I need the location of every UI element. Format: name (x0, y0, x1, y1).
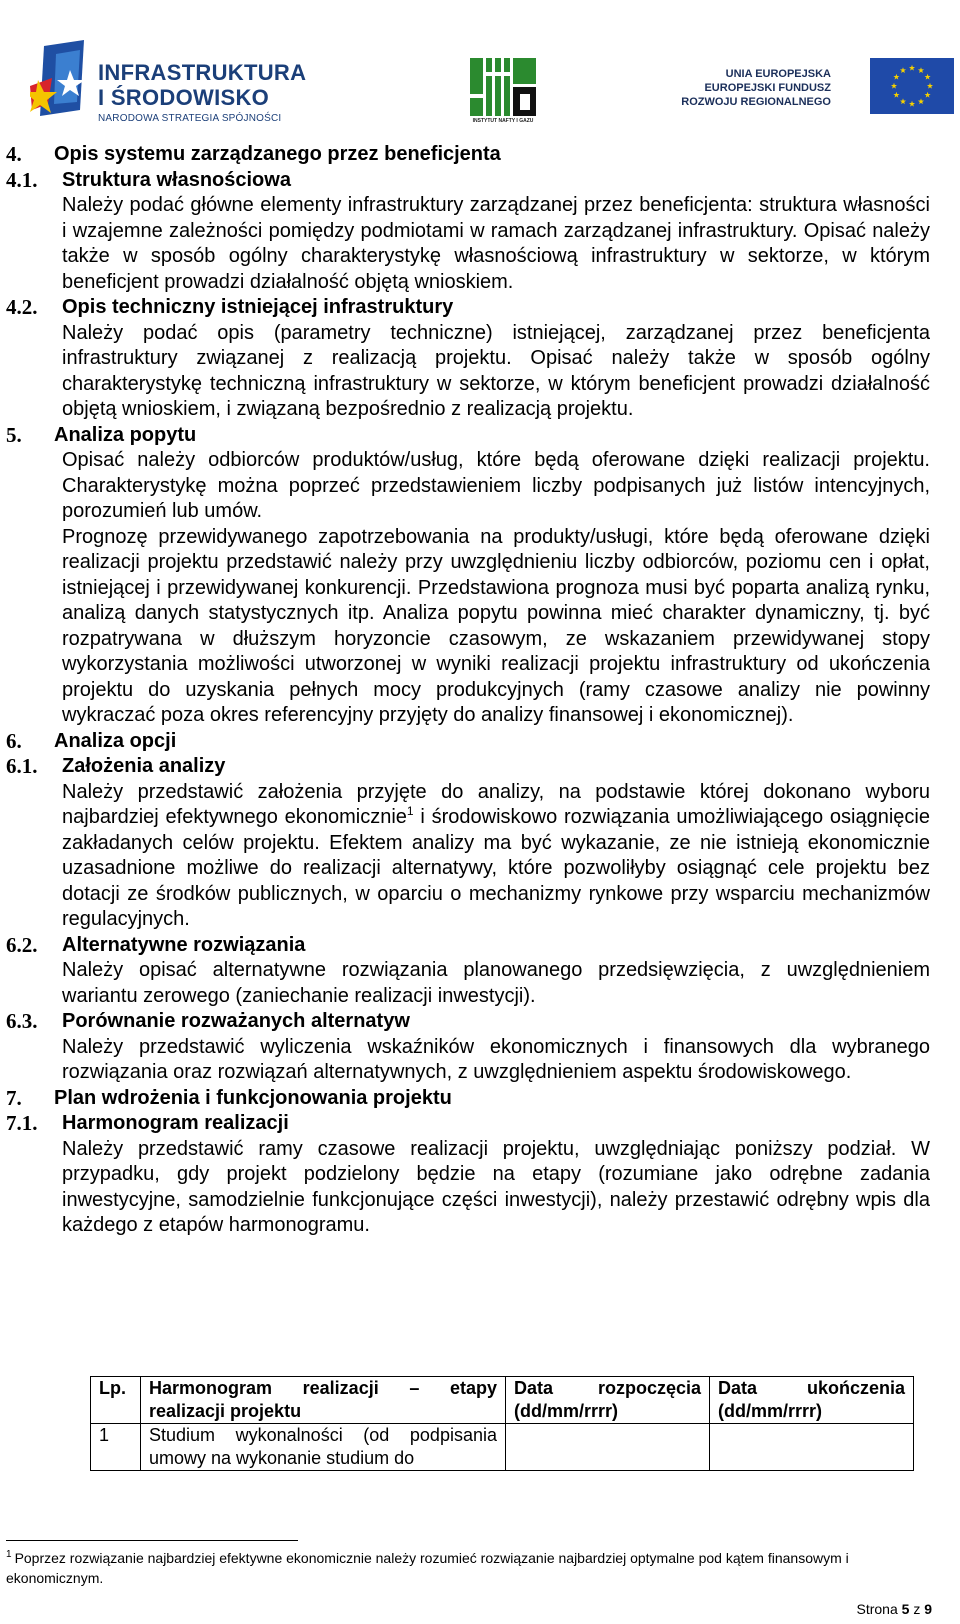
document-body (0, 142, 960, 1239)
page-number-total: 9 (924, 1601, 932, 1617)
section-title: Struktura własnościowa (62, 168, 291, 191)
table-header-start-date: Data rozpoczęcia (dd/mm/rrrr) (506, 1377, 710, 1424)
section-5-text-2: Prognozę przewidywanego zapotrzebowania na produkty/usługi, które będą oferowane dzięki realizacji projektu przedstawić należy przy uwzględnieniu liczby odbiorców, poziomu cen i opłat, istniejącej i przewidywanej konkurencji. Przedstawiona prognoza musi być poparta analizą rynku, analizą danych statystycznych itp. Analiza popytu powinna mieć charakter dynamiczny, tj. być rozpatrywana w dłuższym horyzoncie czasowym, ze wskazaniem przewidywanej stopy wykorzystania możliwości utworzonej w wyniki realizacji projektu infrastruktury od ukończenia projektu do uzyskania pełnych mocy produkcyjnych (ramy czasowe analizy nie powinny wykraczać poza okres referencyjny przyjęty do analizy finansowej i ekonomicznej). (62, 525, 930, 726)
table-cell-lp: 1 (91, 1424, 141, 1471)
section-title: Opis systemu zarządzanego przez beneficjenta (54, 143, 501, 165)
eu-logo-line2: EUROPEJSKI FUNDUSZ (704, 82, 831, 94)
section-4-1-heading (0, 168, 960, 194)
page-number-prefix: Strona (856, 1601, 898, 1617)
section-title: Analiza opcji (54, 729, 177, 752)
table-cell-stage-text: Studium wykonalności (od podpisania umowy na wykonanie studium do (149, 1425, 497, 1468)
is-logo-line1: INFRASTRUKTURA (98, 60, 307, 85)
section-title: Harmonogram realizacji (62, 1112, 289, 1134)
table-cell-start-date (506, 1424, 710, 1471)
section-title: Analiza popytu (54, 423, 197, 446)
section-6-1-text-a: Należy przedstawić założenia przyjęte do analizy, na podstawie której dokonano wyboru najbardziej efektywnego ekonomicznie (62, 780, 930, 828)
section-number: 6. (6, 728, 22, 753)
section-title: Alternatywne rozwiązania (62, 933, 306, 956)
footnote-number: 1 (6, 1549, 12, 1560)
table-header-end-date: Data ukończenia (dd/mm/rrrr) (710, 1377, 914, 1424)
footnote (6, 1548, 916, 1588)
eu-flag-icon (870, 58, 954, 114)
section-4-1-text: Należy podać główne elementy infrastruktury zarządzanej przez beneficjenta: struktura własności i wzajemne zależności pomiędzy podmiotami w ramach zarządzanej infrastruktury. Opisać należy także w sposób ogólny charakterystykę własnościową infrastruktury w sektorze, w którym beneficjent prowadzi działalność objętą wnioskiem. (62, 194, 930, 293)
section-number: 6.2. (6, 932, 38, 957)
eu-logo-line3: ROZWOJU REGIONALNEGO (681, 96, 831, 108)
section-7-1-text: Należy przedstawić ramy czasowe realizacji projektu, uwzględniając poniższy podział. W przypadku, gdy projekt podzielony będzie na etapy (rozumiane jako odrębne zadania inwestycyjne, samodzielnie funkcjonujące części inwestycji), należy przestawić odrębny wpis dla każdego z etapów harmonogramu. (62, 1137, 930, 1236)
section-number: 4.1. (6, 167, 38, 192)
inig-logo-icon (470, 58, 536, 116)
section-number: 4.2. (6, 295, 38, 319)
section-4-2-heading (0, 295, 960, 321)
section-6-3-heading (0, 1009, 960, 1035)
is-logo-line3: NARODOWA STRATEGIA SPÓJNOŚCI (98, 113, 282, 124)
table-header-row (91, 1377, 914, 1424)
section-number: 6.1. (6, 754, 38, 778)
inig-logo-caption: INSTYTUT NAFTY I GAZU (472, 118, 534, 124)
footnote-separator (6, 1540, 298, 1541)
section-7-1-heading (0, 1111, 960, 1137)
is-logo-emblem-icon (30, 40, 96, 126)
page-header (0, 0, 960, 135)
section-title: Opis techniczny istniejącej infrastruktury (62, 296, 454, 318)
eu-logo (681, 58, 954, 118)
section-number: 7.1. (6, 1111, 38, 1135)
section-title: Plan wdrożenia i funkcjonowania projektu (54, 1086, 452, 1109)
section-number: 7. (6, 1085, 22, 1110)
table-cell-end-date (710, 1424, 914, 1471)
section-6-heading (0, 729, 960, 755)
section-6-1-text-b: i środowiskowo rozwiązania umożliwiającego osiągnięcie zakładanych celów projektu. Efektem analizy ma być wykazanie, ze nie istnieją ekonomicznie uzasadnione możliwe do realizacji alternatywy, które pozwoliłyby osiągnąć cele projektu bez dotacji ze środków publicznych, w oparciu o mechanizmy rynkowe przy wsparciu mechanizmów regulacyjnych. (62, 806, 930, 930)
table-cell-stage (141, 1424, 506, 1471)
section-7-heading (0, 1086, 960, 1112)
section-5-text-1: Opisać należy odbiorców produktów/usług, które będą oferowane dzięki realizacji projektu. Charakterystykę można poprzeć przedstawieniem liczby podpisanych już listów intencyjnych, porozumień lub umów. (62, 449, 930, 522)
section-4-heading (0, 142, 960, 168)
schedule-table (90, 1376, 914, 1471)
footnote-text: Poprzez rozwiązanie najbardziej efektywne ekonomicznie należy rozumieć rozwiązanie najbardziej optymalne pod kątem finansowym i ekonomicznym. (6, 1550, 849, 1586)
infrastruktura-srodowisko-logo (30, 40, 307, 126)
section-4-2-text: Należy podać opis (parametry techniczne) istniejącej, zarządzanej przez beneficjenta infrastruktury związanej z realizacją projektu. Opisać należy także w sposób ogólny charakterystykę techniczną infrastruktury w sektorze, w którym beneficjent prowadzi działalność objętą wnioskiem, i związaną bezpośrednio z realizacją projektu. (62, 321, 930, 420)
section-title: Założenia analizy (62, 755, 226, 777)
table-header-lp: Lp. (91, 1377, 141, 1424)
eu-logo-line1: UNIA EUROPEJSKA (725, 68, 831, 80)
section-6-2-text: Należy opisać alternatywne rozwiązania planowanego przedsięwzięcia, z uwzględnieniem wariantu zerowego (zaniechanie realizacji inwestycji). (62, 959, 930, 1007)
table-row (91, 1424, 914, 1471)
section-title: Porównanie rozważanych alternatyw (62, 1010, 410, 1032)
section-6-3-text: Należy przedstawić wyliczenia wskaźników ekonomicznych i finansowych dla wybranego rozwiązania oraz rozwiązań alternatywnych, z uwzględnieniem aspektu środowiskowego. (62, 1035, 930, 1083)
section-5-heading (0, 423, 960, 449)
is-logo-line2: I ŚRODOWISKO (98, 85, 270, 110)
page-number-current: 5 (901, 1601, 910, 1617)
section-6-2-heading (0, 933, 960, 959)
page-number-sep: z (913, 1601, 921, 1617)
section-6-1-heading (0, 754, 960, 780)
table-header-stage: Harmonogram realizacji – etapy realizacji projektu (141, 1377, 506, 1424)
page-number (856, 1600, 932, 1618)
section-number: 6.3. (6, 1009, 38, 1033)
footnote-reference[interactable]: 1 (406, 804, 414, 818)
section-number: 5. (6, 422, 22, 447)
section-number: 4. (6, 142, 22, 166)
inig-logo (470, 58, 536, 126)
section-6-1-text (62, 780, 930, 933)
